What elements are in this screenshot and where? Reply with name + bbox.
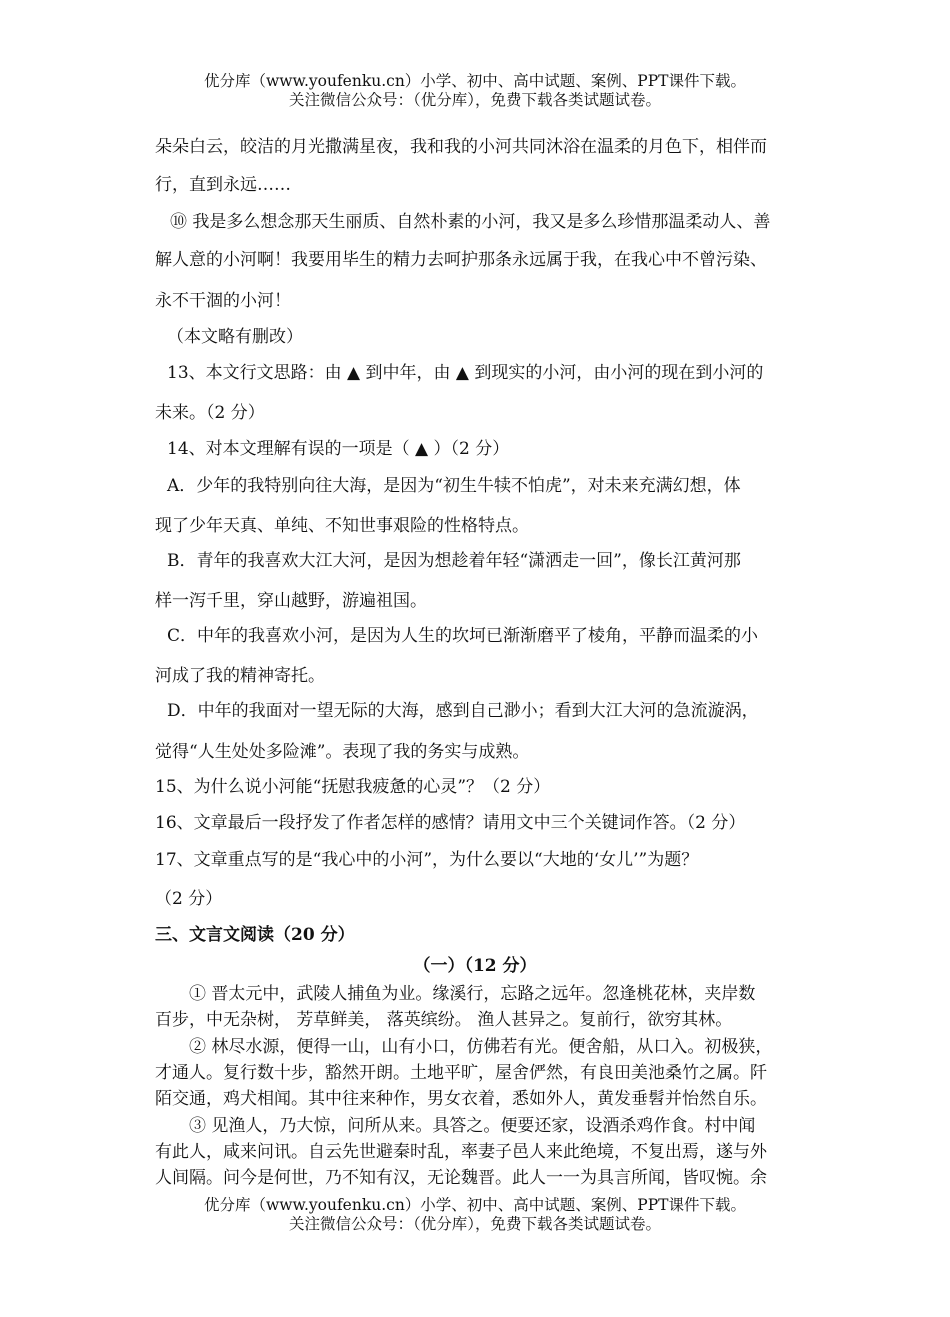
- text-line: 有此人，咸来问讯。自云先世避秦时乱，率妻子邑人来此绝境，不复出焉，遂与外: [155, 1142, 767, 1162]
- text-line: ② 林尽水源，便得一山，山有小口，仿佛若有光。便舍船，从口入。初极狭，: [189, 1037, 773, 1057]
- question-16: 16、文章最后一段抒发了作者怎样的感情？请用文中三个关键词作答。（2 分）: [155, 813, 746, 833]
- option-a: A．少年的我特别向往大海，是因为“初生牛犊不怕虎”，对未来充满幻想，体: [167, 476, 741, 496]
- question-15: 15、为什么说小河能“抚慰我疲惫的心灵”？（2 分）: [155, 777, 551, 797]
- page-header: [0, 72, 950, 110]
- subsection-title: （一）（12 分）: [413, 956, 537, 976]
- text-line: 觉得“人生处处多险滩”。表现了我的务实与成熟。: [155, 742, 530, 762]
- header-line-2: 关注微信公众号：（优分库），免费下载各类试题试卷。: [288, 91, 661, 109]
- footer-line-2: 关注微信公众号：（优分库），免费下载各类试题试卷。: [288, 1215, 661, 1233]
- option-d: D．中年的我面对一望无际的大海，感到自己渺小；看到大江大河的急流漩涡，: [167, 701, 759, 721]
- text-line: 朵朵白云，皎洁的月光撒满星夜，我和我的小河共同沐浴在温柔的月色下，相伴而: [155, 137, 767, 157]
- text-line: 河成了我的精神寄托。: [155, 666, 325, 686]
- section-title: 三、文言文阅读（20 分）: [155, 925, 355, 945]
- option-c: C．中年的我喜欢小河，是因为人生的坎坷已渐渐磨平了棱角，平静而温柔的小: [167, 626, 759, 646]
- text-line: 才通人。复行数十步，豁然开朗。土地平旷，屋舍俨然，有良田美池桑竹之属。阡: [155, 1063, 767, 1083]
- text-line: 百步，中无杂树， 芳草鲜美， 落英缤纷。 渔人甚异之。复前行，欲穷其林。: [155, 1010, 733, 1030]
- text-line: 样一泻千里，穿山越野，游遍祖国。: [155, 591, 427, 611]
- text-line: 行，直到永远……: [155, 175, 291, 195]
- text-line: 人间隔。问今是何世，乃不知有汉，无论魏晋。此人一一为具言所闻，皆叹惋。余: [155, 1168, 767, 1188]
- text-line: （本文略有删改）: [167, 327, 303, 347]
- question-17: 17、文章重点写的是“我心中的小河”，为什么要以“大地的‘女儿’”为题？: [155, 850, 699, 870]
- text-line: ⑩ 我是多么想念那天生丽质、自然朴素的小河，我又是多么珍惜那温柔动人、善: [170, 212, 771, 232]
- text-line: 未来。（2 分）: [155, 403, 265, 423]
- footer-line-1: 优分库（www.youfenku.cn）小学、初中、高中试题、案例、PPT课件下载。: [203, 1196, 747, 1214]
- text-line: 陌交通，鸡犬相闻。其中往来种作，男女衣着，悉如外人，黄发垂髫并怡然自乐。: [155, 1089, 767, 1109]
- text-line: ① 晋太元中，武陵人捕鱼为业。缘溪行，忘路之远年。忽逢桃花林，夹岸数: [189, 984, 756, 1004]
- option-b: B．青年的我喜欢大江大河，是因为想趁着年轻“潇洒走一回”，像长江黄河那: [167, 551, 741, 571]
- text-line: 现了少年天真、单纯、不知世事艰险的性格特点。: [155, 516, 529, 536]
- question-13: 13、本文行文思路：由 ▲ 到中年，由 ▲ 到现实的小河，由小河的现在到小河的: [167, 363, 764, 383]
- page-footer: [0, 1196, 950, 1234]
- text-line: （2 分）: [155, 889, 223, 909]
- text-line: 永不干涸的小河！: [155, 291, 291, 311]
- text-line: ③ 见渔人，乃大惊，问所从来。具答之。便要还家，设酒杀鸡作食。村中闻: [189, 1116, 756, 1136]
- header-line-1: 优分库（www.youfenku.cn）小学、初中、高中试题、案例、PPT课件下载。: [203, 72, 747, 90]
- text-line: 解人意的小河啊！我要用毕生的精力去呵护那条永远属于我，在我心中不曾污染、: [155, 250, 767, 270]
- question-14: 14、对本文理解有误的一项是（ ▲ ）（2 分）: [167, 439, 510, 459]
